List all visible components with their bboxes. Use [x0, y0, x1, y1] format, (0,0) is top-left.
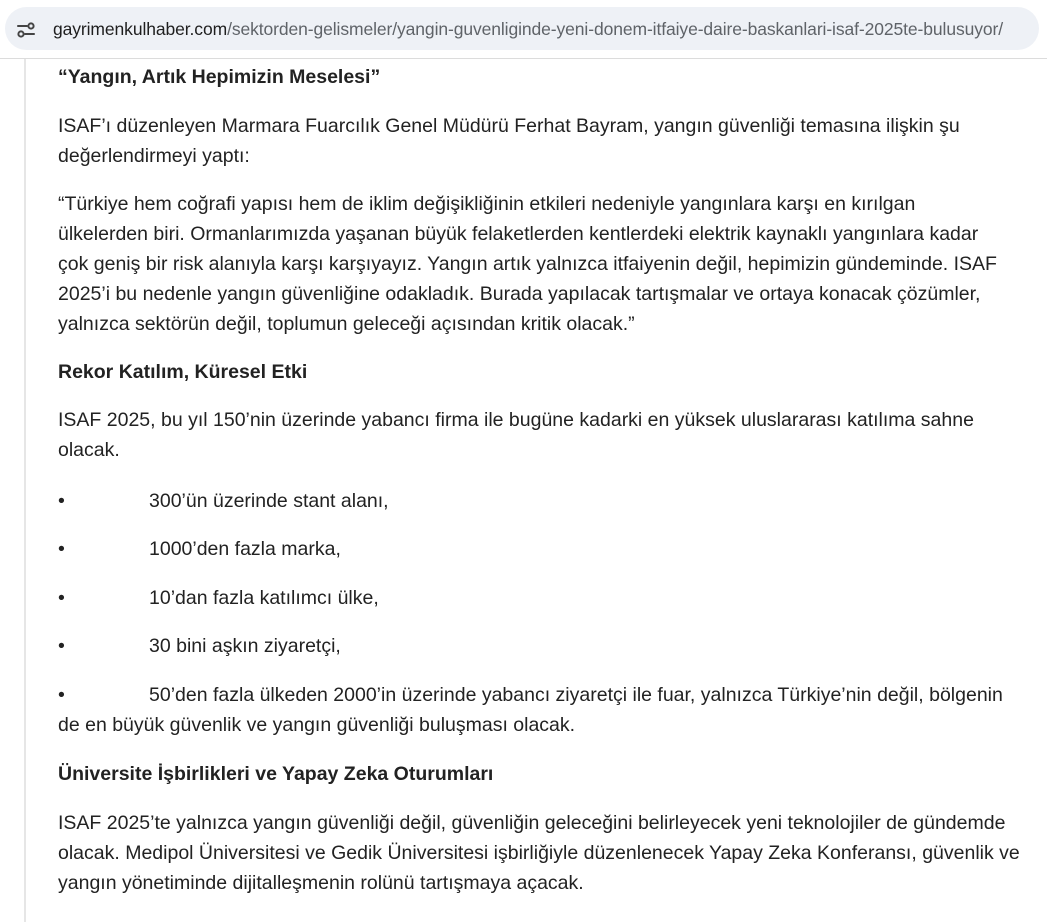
list-item-text: 1000’den fazla marka, [149, 538, 341, 560]
section-heading-university: Üniversite İşbirlikleri ve Yapay Zeka Oturumları [58, 763, 494, 785]
section-heading-fire: “Yangın, Artık Hepimizin Meselesi” [58, 66, 381, 88]
url-domain: gayrimenkulhaber.com [53, 19, 228, 39]
section-heading-participation: Rekor Katılım, Küresel Etki [58, 361, 308, 383]
list-item-text: 300’ün üzerinde stant alanı, [149, 490, 389, 512]
list-item [58, 680, 1020, 740]
list-item [58, 631, 341, 661]
paragraph-intro: ISAF’ı düzenleyen Marmara Fuarcılık Genel Müdürü Ferhat Bayram, yangın güvenliği temasına ilişkin şu değerlendirmeyi yaptı: [58, 115, 960, 167]
paragraph-university: ISAF 2025’te yalnızca yangın güvenliği değil, güvenliğin geleceğini belirleyecek yeni teknolojiler de gündemde olacak. Medipol Üniversitesi ve Gedik Üniversitesi işbirliğiyle düzenlenecek Yapay Zeka Konferansı, güvenlik ve yangın yönetiminde dijitalleşmenin rolünü tartışmaya açacak. [58, 812, 1020, 894]
bullet-icon: • [58, 587, 65, 609]
list-item-text: 30 bini aşkın ziyaretçi, [149, 635, 341, 657]
bullet-icon: • [58, 684, 65, 706]
list-item-text: 10’dan fazla katılımcı ülke, [149, 587, 379, 609]
url-omnibox[interactable] [5, 7, 1039, 50]
paragraph-quote: “Türkiye hem coğrafi yapısı hem de iklim değişikliğinin etkileri nedeniyle yangınlara karşı en kırılgan ülkelerden biri. Ormanlarımızda yaşanan büyük felaketlerden kentlerdeki elektrik kaynaklı yangınlara kadar çok geniş bir risk alanıyla karşı karşıyayız. Yangın artık yalnızca itfaiyenin değil, hepimizin gündeminde. ISAF 2025’i bu nedenle yangın güvenliğine odakladık. Burada yapılacak tartışmalar ve ortaya konacak çözümler, yalnızca sektörün değil, toplumun geleceği açısından kritik olacak.” [58, 193, 997, 335]
list-item [58, 486, 389, 516]
bullet-icon: • [58, 635, 65, 657]
list-item-text: 50’den fazla ülkeden 2000’in üzerinde yabancı ziyaretçi ile fuar, yalnızca Türkiye’nin değil, bölgenin de en büyük güvenlik ve yangın güvenliği buluşması olacak. [58, 684, 1003, 736]
list-item [58, 583, 379, 613]
bullet-icon: • [58, 538, 65, 560]
browser-address-bar [0, 0, 1047, 59]
paragraph-participation: ISAF 2025, bu yıl 150’nin üzerinde yabancı firma ile bugüne kadarki en yüksek uluslararası katılıma sahne olacak. [58, 409, 974, 461]
list-item [58, 534, 341, 564]
content-left-border [24, 59, 26, 922]
tune-icon[interactable] [15, 19, 37, 41]
url-path: /sektorden-gelismeler/yangin-guvenliginde-yeni-donem-itfaiye-daire-baskanlari-isaf-2025te-bulusuyor/ [227, 19, 1004, 39]
bullet-icon: • [58, 490, 65, 512]
url-text[interactable] [53, 17, 1003, 41]
